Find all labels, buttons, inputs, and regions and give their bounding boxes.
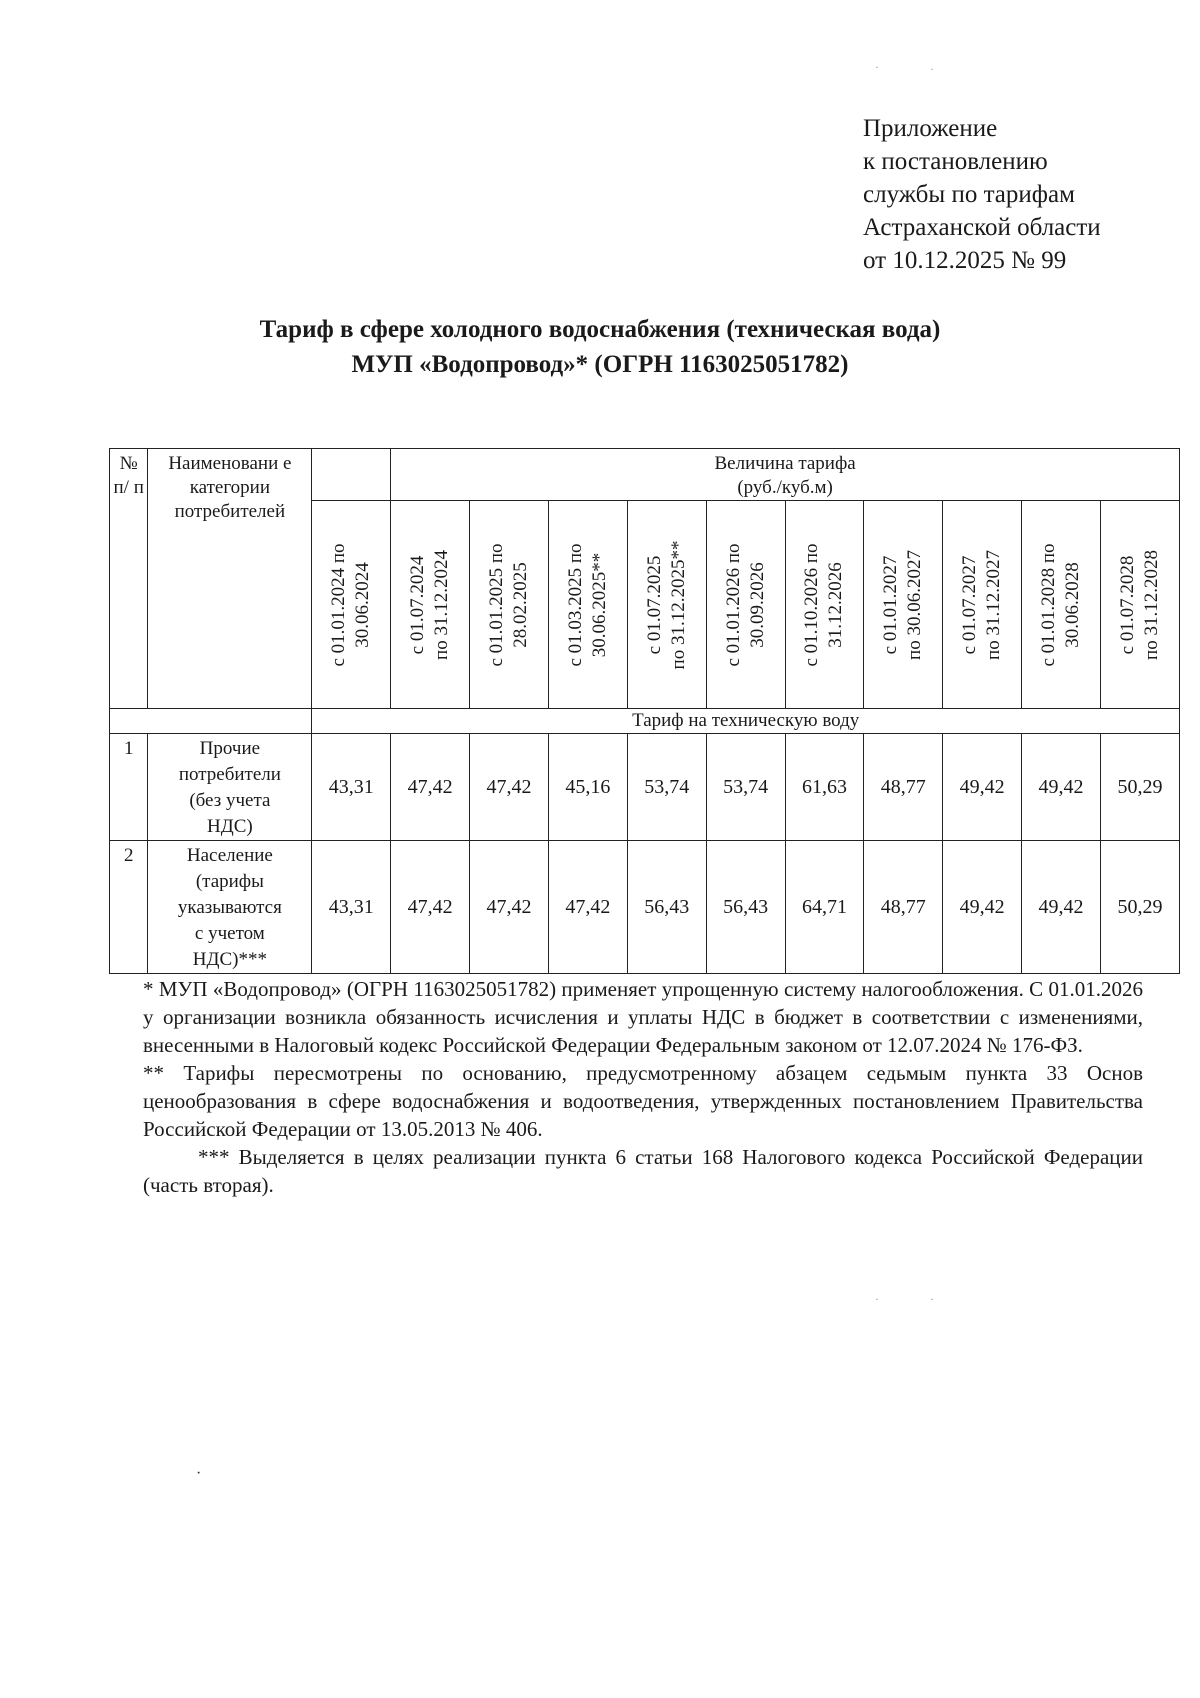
period-label (485, 543, 533, 666)
title-line-1: Тариф в сфере холодного водоснабжения (техническая вода) (259, 316, 941, 343)
section-spacer (110, 709, 312, 734)
period-label (1116, 550, 1164, 660)
appendix-line: от 10.12.2025 № 99 (863, 247, 1067, 274)
scan-speck: · (875, 1292, 879, 1306)
consumer-category-line: с учетом (194, 923, 265, 944)
tariff-value: 43,31 (312, 841, 391, 974)
period-label-line: по 31.12.2025** (667, 540, 689, 669)
section-row (110, 709, 1180, 734)
tariff-value: 53,74 (627, 734, 706, 841)
period-label-line: 31.12.2026 (825, 561, 847, 648)
tariff-value: 48,77 (864, 841, 943, 974)
appendix-line: к постановлению (863, 148, 1048, 175)
scan-speck: · (930, 1292, 934, 1306)
consumer-category-line: НДС)*** (192, 949, 267, 970)
tariff-value: 47,42 (391, 734, 470, 841)
period-label-line: 30.06.2024 (352, 561, 374, 648)
consumer-category-line: указываются (177, 897, 282, 918)
consumer-category-line: потребители (178, 764, 281, 785)
period-label-line: 30.09.2026 (746, 561, 768, 648)
tariff-value: 47,42 (548, 841, 627, 974)
num-header: № п/ п (110, 449, 148, 709)
period-label-line: с 01.07.2028 (1116, 555, 1138, 654)
footnote-3: *** Выделяется в целях реализации пункта 6 статьи 168 Налогового кодекса Российской Федерации (часть вторая). (143, 1145, 1143, 1197)
period-label (643, 540, 691, 669)
value-header (391, 449, 1180, 501)
period-label (564, 543, 612, 666)
tariff-value: 47,42 (470, 734, 549, 841)
period-header-cell (864, 501, 943, 709)
period-header-cell (1022, 501, 1101, 709)
tariff-value: 47,42 (391, 841, 470, 974)
period-label-line: с 01.07.2024 (407, 555, 429, 654)
empty-header-cell (312, 449, 391, 501)
tariff-value: 50,29 (1100, 841, 1179, 974)
period-label-line: с 01.01.2024 по (328, 542, 350, 667)
footnote-2: ** Тарифы пересмотрены по основанию, предусмотренному абзацем седьмым пункта 33 Основ ценообразования в сфере водоснабжения и водоотведения, утвержденных постановлением Правительства Российской Федерации от 13.05.2013 № 406. (143, 1061, 1143, 1141)
period-label-line: с 01.10.2026 по (801, 542, 823, 667)
appendix-header (863, 112, 1183, 277)
tariff-value: 53,74 (706, 734, 785, 841)
period-label (800, 543, 848, 666)
row-number: 2 (110, 841, 148, 974)
period-header-cell (312, 501, 391, 709)
scan-speck: · (930, 62, 934, 76)
period-header-cell (548, 501, 627, 709)
value-header-line-1: Величина тарифа (714, 453, 856, 474)
period-label (958, 550, 1006, 660)
period-header-cell (785, 501, 864, 709)
period-header-cell (706, 501, 785, 709)
tariff-value: 50,29 (1100, 734, 1179, 841)
period-label-line: с 01.01.2026 по (722, 542, 744, 667)
tariff-value: 56,43 (706, 841, 785, 974)
consumer-category-line: Население (186, 845, 273, 866)
tariff-value: 49,42 (1022, 841, 1101, 974)
period-label-line: 30.06.2025** (588, 552, 610, 657)
consumer-category-line: (без учета (189, 790, 271, 811)
name-header: Наименовани е категории потребителей (148, 449, 312, 709)
tariff-table (109, 448, 1180, 974)
period-label-line: с 01.07.2025 (643, 555, 665, 654)
period-label-line: по 31.12.2027 (983, 549, 1005, 660)
period-header-cell (470, 501, 549, 709)
period-header-cell (943, 501, 1022, 709)
value-header-line-2: (руб./куб.м) (737, 477, 833, 498)
table-row (110, 734, 1180, 841)
period-label (327, 543, 375, 666)
period-label (722, 543, 770, 666)
consumer-category-line: Прочие (199, 738, 261, 759)
tariff-value: 47,42 (470, 841, 549, 974)
scan-speck: · (196, 1465, 202, 1482)
period-label-line: с 01.03.2025 по (564, 542, 586, 667)
tariff-value: 43,31 (312, 734, 391, 841)
consumer-category (148, 734, 312, 841)
tariff-value: 49,42 (1022, 734, 1101, 841)
footnotes (143, 975, 1143, 1199)
period-label (406, 550, 454, 660)
period-label-line: 28.02.2025 (510, 561, 531, 648)
period-label-line: с 01.01.2025 по (486, 542, 507, 667)
period-header-cell (1100, 501, 1179, 709)
row-number: 1 (110, 734, 148, 841)
period-label-line: с 01.07.2027 (959, 555, 981, 654)
document-title (0, 312, 1200, 382)
consumer-category (148, 841, 312, 974)
data-rows (110, 734, 1180, 974)
tariff-value: 56,43 (627, 841, 706, 974)
title-line-2: МУП «Водопровод»* (ОГРН 1163025051782) (351, 351, 849, 378)
period-header-cell (391, 501, 470, 709)
consumer-category-line: (тарифы (195, 871, 264, 892)
consumer-category-line: НДС) (207, 816, 253, 837)
period-label (879, 550, 927, 660)
tariff-value: 49,42 (943, 841, 1022, 974)
period-label-line: по 31.12.2024 (431, 549, 453, 660)
appendix-line: Астраханской области (863, 214, 1101, 241)
period-label-line: 30.06.2028 (1062, 561, 1084, 648)
appendix-line: службы по тарифам (863, 181, 1075, 208)
period-label-line: с 01.01.2028 по (1038, 542, 1060, 667)
tariff-value: 61,63 (785, 734, 864, 841)
section-label: Тариф на техническую воду (312, 709, 1180, 734)
header-row-1 (110, 449, 1180, 501)
period-label-line: с 01.01.2027 (880, 555, 902, 654)
period-label-line: по 30.06.2027 (904, 549, 926, 660)
tariff-value: 45,16 (548, 734, 627, 841)
period-label (1037, 543, 1085, 666)
tariff-value: 64,71 (785, 841, 864, 974)
footnote-1: * МУП «Водопровод» (ОГРН 1163025051782) применяет упрощенную систему налогообложения. С 01.01.2026 у организации возникла обязанность исчисления и уплаты НДС в бюджет в соответствии с изменениями, внесенными в Налоговый кодекс Российской Федерации Федеральным законом от 12.07.2024 № 176-ФЗ. (143, 977, 1143, 1057)
scan-speck: · (875, 60, 879, 74)
period-header-cell (627, 501, 706, 709)
tariff-value: 48,77 (864, 734, 943, 841)
tariff-value: 49,42 (943, 734, 1022, 841)
period-label-line: по 31.12.2028 (1140, 549, 1162, 660)
appendix-line: Приложение (863, 115, 998, 142)
table-row (110, 841, 1180, 974)
